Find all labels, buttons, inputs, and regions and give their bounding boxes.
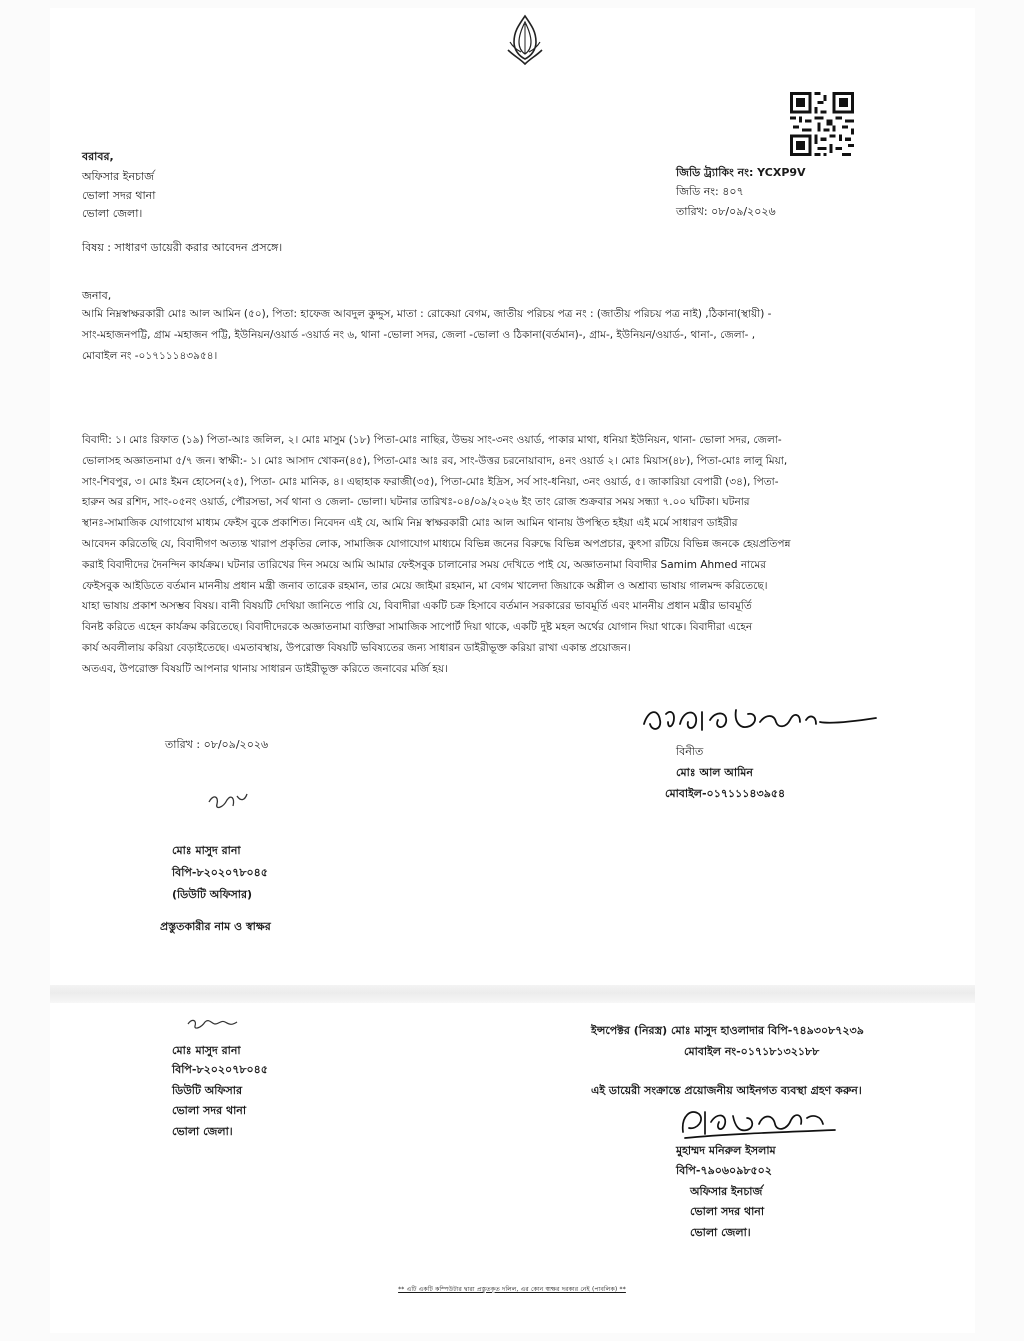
body-line: ভোলাসহ অজ্ঞাতনামা ৫/৭ জন। স্বাক্ষী:- ১। মোঃ আসাদ খোকন(৪৫), পিতা-মোঃ আঃ রব, সাং-উত্তর চরনোয়াবাদ, ৪নং ওয়ার্ড ২। মোঃ মিয়াস(৪৮), পিতা-মোঃ লালু মিয়া,: [82, 454, 788, 467]
letter-date: তারিখ : ০৮/০৯/২০২৬: [165, 738, 269, 751]
closing-text: বিনীত: [676, 745, 704, 758]
to-line-3: ভোলা সদর থানা: [82, 189, 156, 202]
preparer-bp: বিপি-৮২০২০৭৮০৪৫: [172, 866, 268, 879]
body-line: কার্য অবলীলায় করিয়া বেড়াইতেছে। এমতাবস্থায়, উপরোক্ত বিষয়টি ভবিষ্যতের জন্য সাধারন ডাইরীভূক্ত করিয়া রাখা একান্ত প্রয়োজন।: [82, 641, 631, 654]
duty-officer-station: ভোলা সদর থানা: [172, 1104, 247, 1117]
footer-note: [0, 1284, 1024, 1295]
preparer-caption: প্রস্তুতকারীর নাম ও স্বাক্ষর: [160, 920, 271, 933]
to-line-4: ভোলা জেলা।: [82, 207, 143, 220]
officer-in-charge-signature: [675, 1102, 845, 1144]
oc-name: মুহাম্মদ মনিরুল ইসলাম: [676, 1144, 776, 1157]
preparer-name: মোঃ মাসুদ রানা: [172, 844, 241, 857]
body-line: বিবাদী: ১। মোঃ রিফাত (১৯) পিতা-আঃ জলিল, ২। মোঃ মাসুম (১৮) পিতা-মোঃ নাছির, উভয় সাং-৩নং ওয়ার্ড, পাকার মাথা, ধনিয়া ইউনিয়ন, থানা- ভোলা সদর, জেলা-: [82, 434, 782, 446]
to-line-1: বরাবর,: [82, 150, 114, 163]
applicant-mobile: মোবাইল-০১৭১১১৪৩৯৫৪: [665, 787, 786, 800]
body-line: বিনষ্ট করিতে এহেন কার্যক্রম করিতেছে। বিবাদীদেরকে অজ্ঞাতনামা ব্যক্তিরা সামাজিক সাপোর্ট দিয়া থাকে, একটি দুষ্ট মহল অর্থের যোগান দিয়া থাকে। বিবাদীরা এহেন: [82, 621, 753, 634]
body-line: স্থানঃ-সামাজিক যোগাযোগ মাধ্যম ফেইস বুকে প্রকাশিত। নিবেদন এই যে, আমি নিম্ন স্বাক্ষরকারী মোঃ আল আমিন থানায় উপস্থিত হইয়া এই মর্মে সাধারণ ডাইরীর: [82, 517, 738, 530]
gd-date: তারিখ: ০৮/০৯/২০২৬: [676, 205, 776, 218]
body-line: অতএব, উপরোক্ত বিষয়টি আপনার থানায় সাধারন ডাইরীভূক্ত করিতে জনাবের মর্জি হয়।: [82, 662, 448, 675]
preparer-signature: [205, 788, 250, 813]
intro-line: মোবাইল নং -০১৭১১১৪৩৯৫৪।: [82, 349, 218, 362]
duty-officer-signature: [185, 1012, 240, 1034]
oc-role: অফিসার ইনচার্জ: [690, 1185, 763, 1198]
body-line: সাং-শিবপুর, ৩। মোঃ ইমন হোসেন(২৫), পিতা- মোঃ মানিক, ৪। এছাহাক ফরাজী(৩৫), পিতা-মোঃ ইদ্রিস, সর্ব সাং-ধনিয়া, ৩নং ওয়ার্ড, ৫। জাকারিয়া বেপারী (৩৪), পিতা-: [82, 475, 779, 488]
body-line: যাহা ভাষায় প্রকাশ অসম্ভব বিষয়। বানী বিষয়টি দেখিয়া জানিতে পারি যে, বিবাদীরা একটি চক্র হিসাবে বর্তমান সরকারের ভাবমূর্তি এবং মাননীয় প্রধান মন্ত্রীর ভাবমূর্তি: [82, 600, 752, 613]
salutation: জনাব,: [82, 289, 112, 302]
oc-bp: বিপি-৭৯০৬০৯৮৫০২: [676, 1164, 772, 1177]
duty-officer-name: মোঃ মাসুদ রানা: [172, 1044, 241, 1057]
duty-officer-role: ডিউটি অফিসার: [172, 1084, 243, 1097]
gd-tracking-number: জিডি ট্র্যাকিং নং: YCXP9V: [676, 166, 806, 179]
preparer-role: (ডিউটি অফিসার): [172, 888, 253, 901]
qr-code-icon: [790, 92, 854, 156]
duty-officer-bp: বিপি-৮২০২০৭৮০৪৫: [172, 1063, 268, 1076]
oc-station: ভোলা সদর থানা: [690, 1205, 765, 1218]
intro-line: আমি নিম্নস্বাক্ষরকারী মোঃ আল আমিন (৫০), পিতা: হাফেজ আবদুল কুদ্দুস, মাতা : রোকেয়া বেগম, জাতীয় পরিচয় পত্র নং : (জাতীয় পরিচয় পত্র নাই) ,ঠিকানা(স্থায়ী) -: [82, 308, 772, 320]
inspector-mobile: মোবাইল নং-০১৭১৮১৩২১৮৮: [684, 1045, 820, 1058]
police-emblem-icon: [500, 12, 550, 67]
oc-district: ভোলা জেলা।: [690, 1226, 751, 1239]
body-line: করাই বিবাদীদের দৈনন্দিন কার্যক্রম। ঘটনার তারিখের দিন সময়ে আমি আমার ফেইসবুক চালানোর সময় দেখিতে পাই যে, অজ্ঞাতনামা বিবাদীর Samim Ahmed নামের: [82, 558, 767, 571]
duty-officer-district: ভোলা জেলা।: [172, 1125, 233, 1138]
footer-text: ** এটি একটি কম্পিউটার দ্বারা প্রস্তুতকৃত দলিল, এর কোন স্বাক্ষর দরকার নেই (পাবলিক) **: [398, 1286, 626, 1293]
paper-fold: [50, 985, 975, 1003]
intro-line: সাং-মহাজনপট্টি, গ্রাম -মহাজন পট্টি, ইউনিয়ন/ওয়ার্ড -ওয়ার্ড নং ৬, থানা -ভোলা সদর, জেলা -ভোলা ও ঠিকানা(বর্তমান)-, গ্রাম-, ইউনিয়ন/ওয়ার্ড-, থানা-, জেলা- ,: [82, 328, 756, 341]
inspector-line-1: ইন্সপেক্টর (নিরস্ত্র) মোঃ মাসুদ হাওলাদার বিপি-৭৪৯৩০৮৭২৩৯: [591, 1024, 864, 1037]
complaint-body: [82, 430, 791, 680]
subject-line: বিষয় : সাধারণ ডায়েরী করার আবেদন প্রসঙ্গে।: [82, 241, 283, 254]
body-line: ফেইসবুক আইডিতে বর্তমান মাননীয় প্রধান মন্ত্রী জনাব তারেক রহমান, তার মেয়ে জাইমা রহমান, মা বেগম খালেদা জিয়াকে অশ্লীল ও অশ্রাব্য ভাষায় গালমন্দ করিতেছে।: [82, 579, 768, 592]
gd-number: জিডি নং: ৪০৭: [676, 185, 744, 198]
applicant-signature: [640, 700, 880, 740]
instruction-line: এই ডায়েরী সংক্রান্তে প্রয়োজনীয় আইনগত ব্যবস্থা গ্রহণ করুন।: [591, 1084, 862, 1097]
applicant-intro: [82, 304, 771, 366]
applicant-name: মোঃ আল আমিন: [676, 766, 753, 779]
to-line-2: অফিসার ইনচার্জ: [82, 170, 154, 183]
body-line: হারুন অর রশিদ, সাং-০৫নং ওয়ার্ড, পৌরসভা, সর্ব থানা ও জেলা- ভোলা। ঘটনার তারিখঃ-০৪/০৯/২০২৬ ইং তাং রোজ শুক্রবার সময় সন্ধ্যা ৭.০০ ঘটিকা। ঘটনার: [82, 496, 750, 509]
body-line: আবেদন করিতেছি যে, বিবাদীগণ অত্যন্ত খারাপ প্রকৃতির লোক, সামাজিক যোগাযোগ মাধ্যমে বিভিন্ন জনের বিরুদ্ধে বিভিন্ন অপপ্রচার, কুৎসা রটিয়ে বিভিন্ন জনকে হেয়প্রতিপন্ন: [82, 537, 791, 550]
